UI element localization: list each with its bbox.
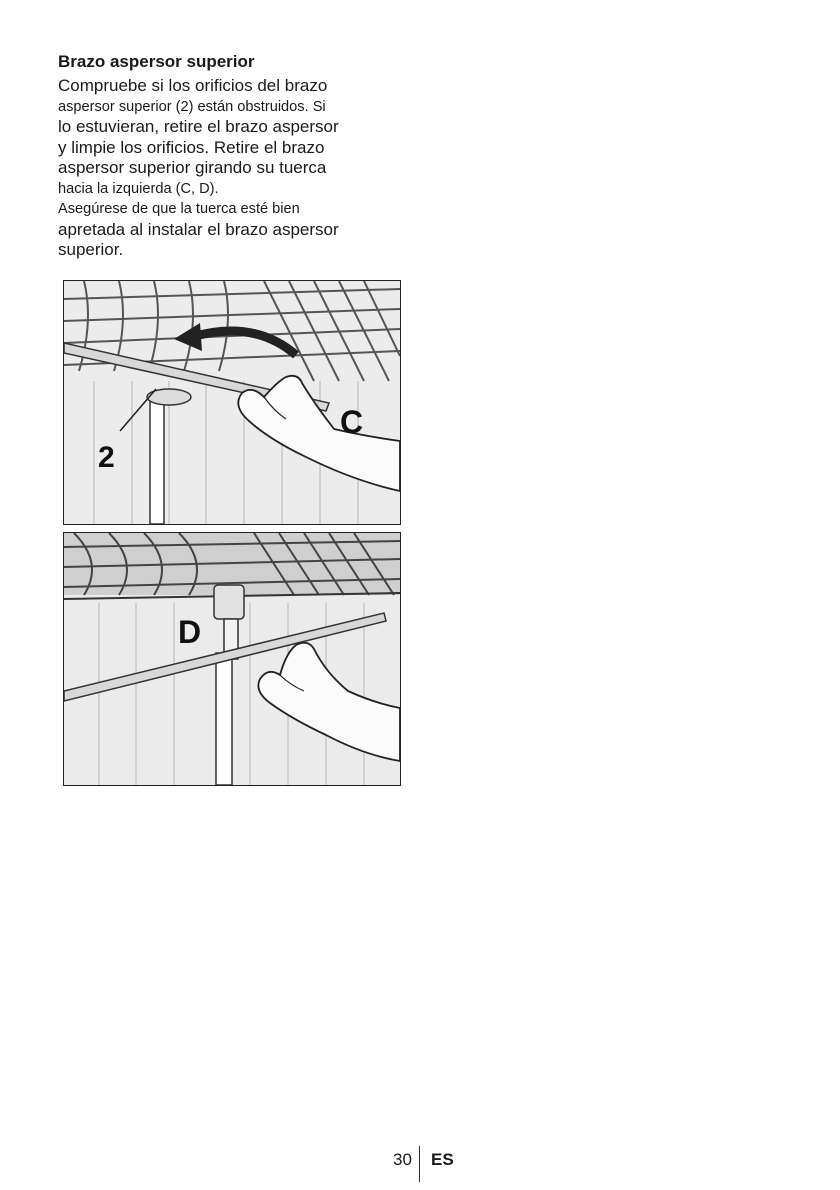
text-line: apretada al instalar el brazo aspersor (58, 219, 339, 239)
section-title: Brazo aspersor superior (58, 52, 255, 71)
text-line: Compruebe si los orificios del brazo (58, 76, 328, 95)
text-line: hacia la izquierda (C, D). (58, 180, 219, 197)
language-code: ES (431, 1150, 454, 1169)
text-line: aspersor superior (2) están obstruidos. Si (58, 98, 326, 115)
page-number: 30 (393, 1150, 412, 1169)
instruction-text (58, 76, 403, 261)
text-line: Asegúrese de que la tuerca esté bien (58, 201, 300, 217)
text-line: aspersor superior girando su tuerca (58, 158, 327, 177)
step-label-c: C (340, 404, 364, 440)
text-line: superior. (58, 240, 124, 259)
text-line: lo estuvieran, retire el brazo aspersor (58, 117, 339, 136)
text-line: y limpie los orificios. Retire el brazo (58, 137, 325, 157)
illustration-remove-spray-arm (63, 280, 401, 525)
illustration-unscrew-nut (63, 532, 401, 786)
footer-divider (419, 1146, 420, 1182)
step-label-d: D (178, 614, 202, 650)
callout-2: 2 (98, 441, 115, 474)
